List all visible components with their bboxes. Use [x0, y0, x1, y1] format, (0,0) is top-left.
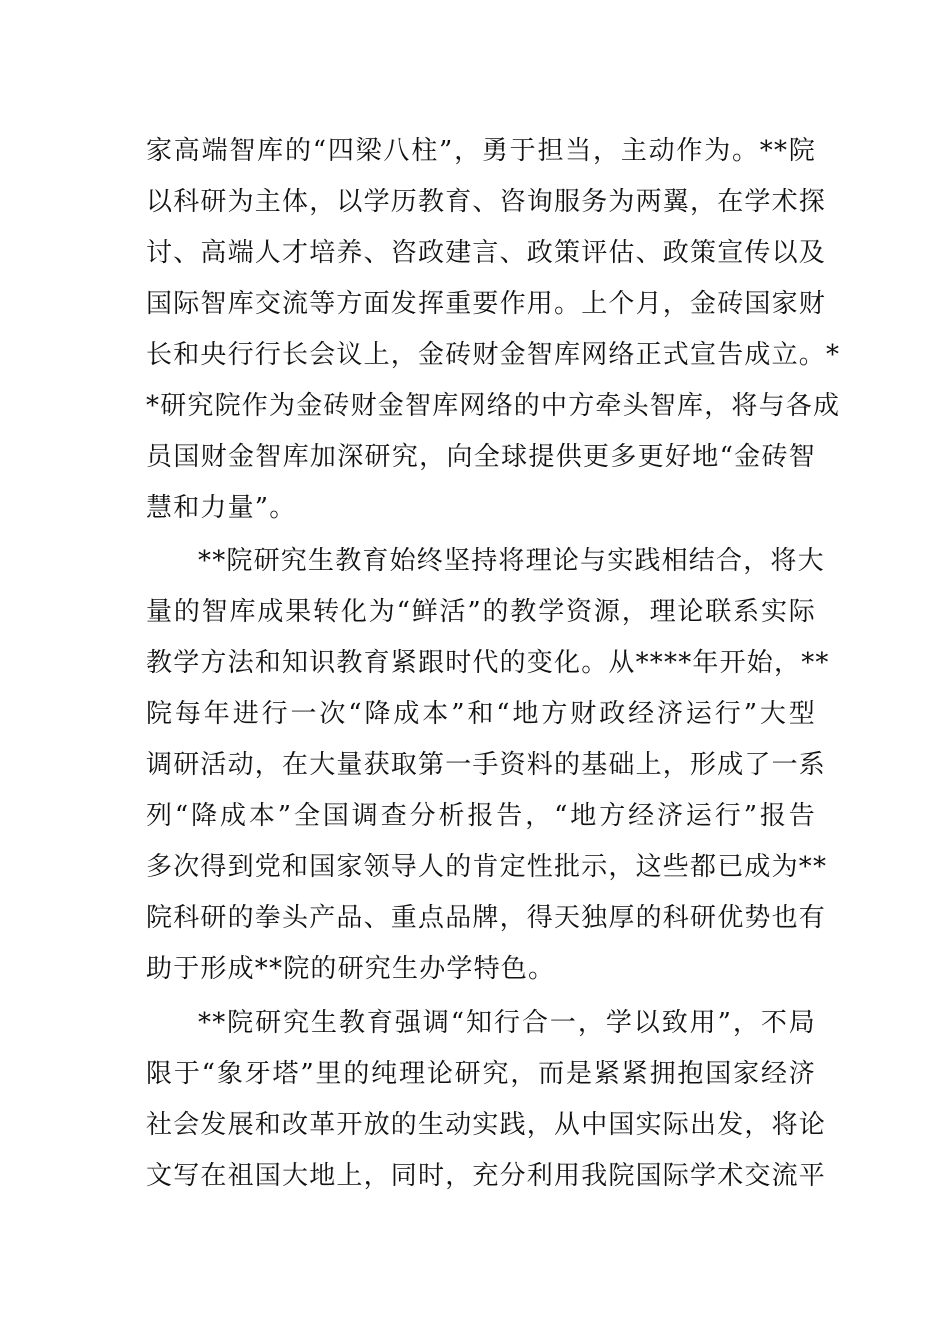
paragraph-line: **院研究生教育始终坚持将理论与实践相结合，将大	[198, 546, 825, 576]
paragraph-line: 调研活动，在大量获取第一手资料的基础上，形成了一系	[146, 750, 827, 780]
paragraph-line: 慧和力量”。	[146, 493, 297, 523]
paragraph-line: 院每年进行一次“降成本”和“地方财政经济运行”大型	[146, 699, 816, 729]
paragraph-line: 长和央行行长会议上，金砖财金智库网络正式宣告成立。*	[146, 340, 841, 370]
paragraph-line: 家高端智库的“四梁八柱”，勇于担当，主动作为。**院	[146, 136, 816, 166]
paragraph-line: 列“降成本”全国调查分析报告，“地方经济运行”报告	[146, 801, 816, 831]
paragraph-line: 员国财金智库加深研究，向全球提供更多更好地“金砖智	[146, 442, 816, 472]
paragraph-3	[146, 998, 827, 1202]
paragraph-line: 教学方法和知识教育紧跟时代的变化。从****年开始，**	[146, 648, 830, 678]
paragraph-line: 国际智库交流等方面发挥重要作用。上个月，金砖国家财	[146, 289, 827, 319]
paragraph-line: 多次得到党和国家领导人的肯定性批示，这些都已成为**	[146, 852, 828, 882]
paragraph-line: 限于“象牙塔”里的纯理论研究，而是紧紧拥抱国家经济	[146, 1059, 816, 1089]
paragraph-line: 以科研为主体，以学历教育、咨询服务为两翼，在学术探	[146, 187, 827, 217]
paragraph-line: 讨、高端人才培养、咨政建言、政策评估、政策宣传以及	[146, 238, 827, 268]
paragraph-line: **院研究生教育强调“知行合一，学以致用”，不局	[198, 1008, 816, 1038]
paragraph-line: 助于形成**院的研究生办学特色。	[146, 954, 556, 984]
paragraph-1	[146, 126, 841, 534]
paragraph-2	[146, 536, 830, 995]
paragraph-line: *研究院作为金砖财金智库网络的中方牵头智库，将与各成	[146, 391, 841, 421]
paragraph-line: 量的智库成果转化为“鲜活”的教学资源，理论联系实际	[146, 597, 816, 627]
paragraph-line: 文写在祖国大地上，同时，充分利用我院国际学术交流平	[146, 1161, 827, 1191]
paragraph-line: 社会发展和改革开放的生动实践，从中国实际出发，将论	[146, 1110, 827, 1140]
paragraph-line: 院科研的拳头产品、重点品牌，得天独厚的科研优势也有	[146, 903, 827, 933]
